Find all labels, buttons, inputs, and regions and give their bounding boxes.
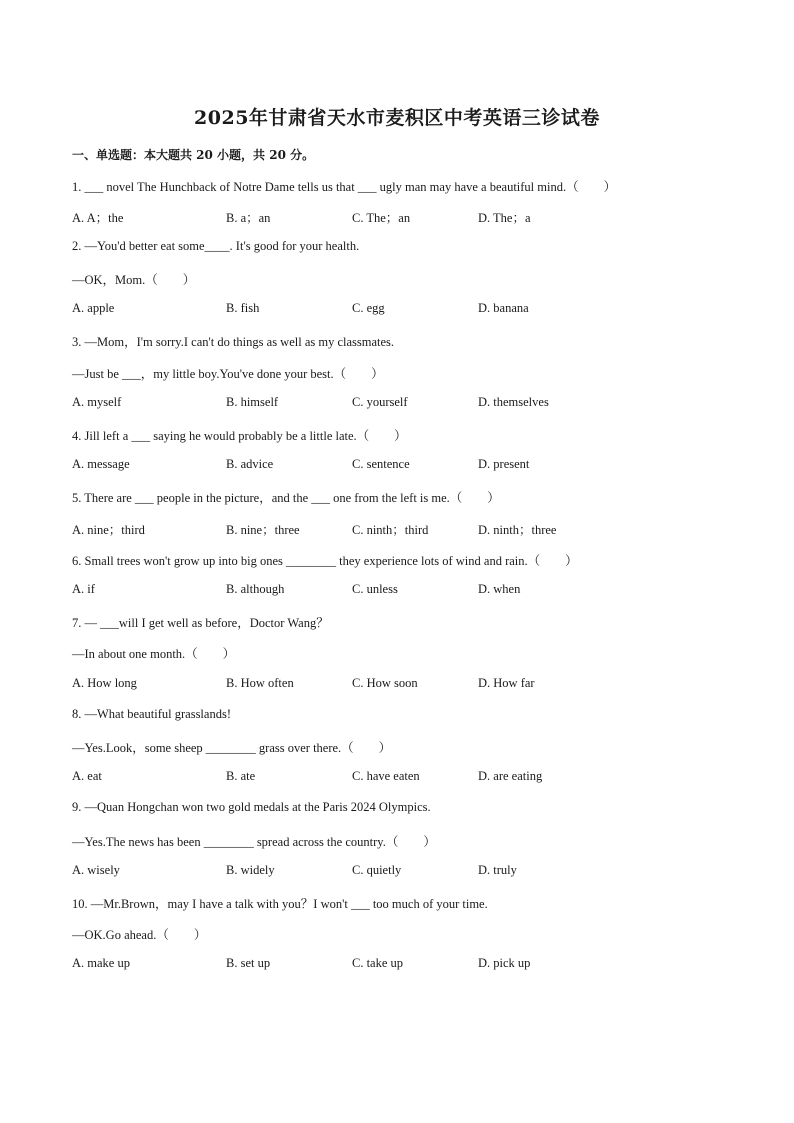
question-7-options (72, 676, 722, 694)
question-10-options (72, 956, 722, 974)
question-3-stem: 3. —Mom，I'm sorry.I can't do things as well as my classmates. (72, 335, 395, 349)
question-3-options (72, 395, 722, 413)
question-4-stem: 4. Jill left a ___ saying he would probably be a little late.（ ） (72, 429, 407, 443)
option-a: A. apple (72, 301, 115, 315)
option-b: B. fish (226, 301, 260, 315)
option-a: A. message (72, 457, 130, 471)
question-8-reply: —Yes.Look，some sheep ________ grass over there.（ ） (72, 741, 392, 755)
question-2-stem: 2. —You'd better eat some____. It's good for your health. (72, 239, 360, 253)
question-6-stem: 6. Small trees won't grow up into big ones ________ they experience lots of wind and rain.（ ） (72, 554, 578, 568)
page-title: 2025年甘肃省天水市麦积区中考英语三诊试卷 (194, 107, 600, 129)
option-c: C. yourself (352, 395, 408, 409)
option-c: C. unless (352, 582, 398, 596)
question-9-stem: 9. —Quan Hongchan won two gold medals at the Paris 2024 Olympics. (72, 800, 431, 814)
question-2-reply: —OK，Mom.（ ） (72, 273, 196, 287)
option-c: C. The；an (352, 211, 411, 225)
option-c: C. sentence (352, 457, 410, 471)
option-b: B. set up (226, 956, 271, 970)
option-d: D. The；a (478, 211, 531, 225)
question-6-options (72, 582, 722, 600)
question-3-reply: —Just be ___，my little boy.You've done your best.（ ） (72, 367, 384, 381)
option-d: D. themselves (478, 395, 549, 409)
question-9-reply: —Yes.The news has been ________ spread across the country.（ ） (72, 835, 436, 849)
question-2-options (72, 301, 722, 319)
option-d: D. ninth；three (478, 523, 557, 537)
question-10-stem: 10. —Mr.Brown，may I have a talk with you？I won't ___ too much of your time. (72, 897, 488, 911)
option-d: D. present (478, 457, 530, 471)
option-d: D. when (478, 582, 521, 596)
option-d: D. banana (478, 301, 529, 315)
question-7-reply: —In about one month.（ ） (72, 647, 236, 661)
section-heading: 一、单选题：本大题共 20 小题，共 20 分。 (72, 148, 315, 162)
question-1-options (72, 208, 722, 226)
option-c: C. ninth；third (352, 523, 429, 537)
option-a: A. eat (72, 769, 102, 783)
option-b: B. ate (226, 769, 256, 783)
option-a: A. make up (72, 956, 130, 970)
option-d: D. are eating (478, 769, 543, 783)
option-a: A. wisely (72, 863, 120, 877)
option-c: C. egg (352, 301, 385, 315)
option-a: A. nine；third (72, 523, 145, 537)
question-5-stem: 5. There are ___ people in the picture，and the ___ one from the left is me.（ ） (72, 491, 500, 505)
question-10-reply: —OK.Go ahead.（ ） (72, 928, 207, 942)
option-b: B. although (226, 582, 285, 596)
question-4-options (72, 457, 722, 475)
option-b: B. How often (226, 676, 294, 690)
question-7-stem: 7. — ___will I get well as before，Doctor Wang？ (72, 616, 329, 630)
option-c: C. have eaten (352, 769, 420, 783)
option-c: C. How soon (352, 676, 418, 690)
option-c: C. take up (352, 956, 404, 970)
option-d: D. truly (478, 863, 517, 877)
option-b: B. nine；three (226, 523, 300, 537)
option-a: A. myself (72, 395, 122, 409)
option-b: B. himself (226, 395, 279, 409)
question-9-options (72, 863, 722, 881)
question-5-options (72, 520, 722, 538)
question-8-options (72, 769, 722, 787)
option-d: D. How far (478, 676, 535, 690)
option-a: A. A；the (72, 211, 124, 225)
option-b: B. advice (226, 457, 274, 471)
question-1-stem: 1. ___ novel The Hunchback of Notre Dame tells us that ___ ugly man may have a beautiful mind.（ ） (72, 180, 617, 194)
option-b: B. a；an (226, 211, 271, 225)
option-a: A. if (72, 582, 95, 596)
question-8-stem: 8. —What beautiful grasslands! (72, 707, 231, 721)
option-d: D. pick up (478, 956, 531, 970)
option-a: A. How long (72, 676, 137, 690)
option-c: C. quietly (352, 863, 402, 877)
option-b: B. widely (226, 863, 275, 877)
